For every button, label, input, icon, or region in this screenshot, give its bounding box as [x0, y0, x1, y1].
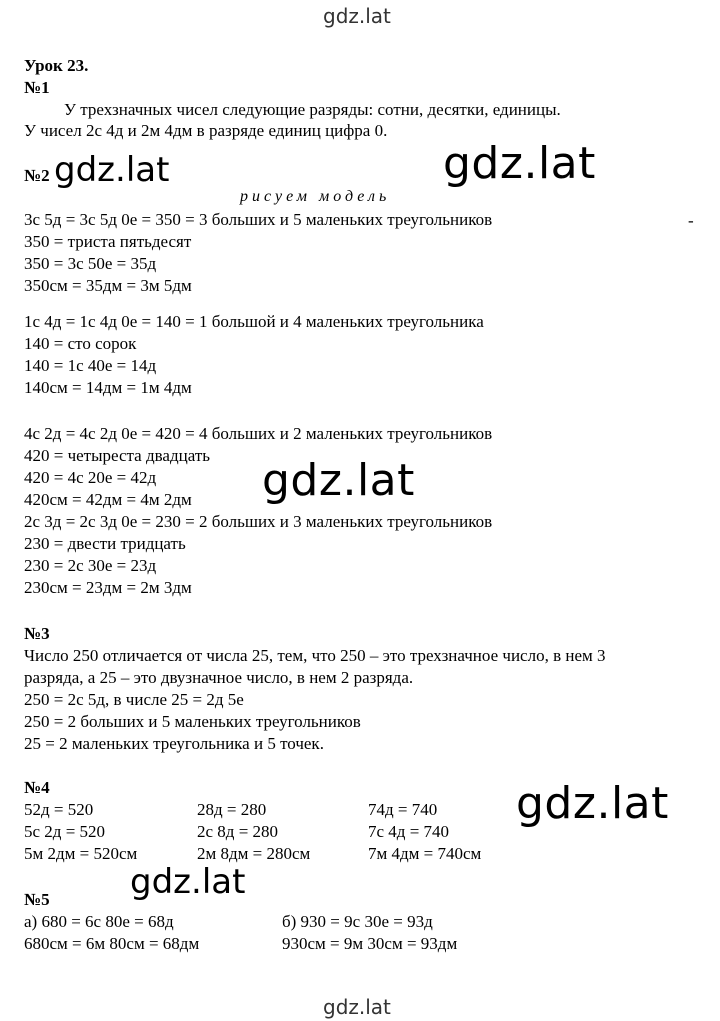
- task2-line: 420см = 42дм = 4м 2дм: [24, 490, 192, 509]
- task3-line: 25 = 2 маленьких треугольника и 5 точек.: [24, 734, 324, 753]
- task2-line: 420 = четыреста двадцать: [24, 446, 211, 465]
- task4-cell: 2с 8д = 280: [197, 822, 279, 841]
- watermark-large-1: gdz.lat: [443, 138, 596, 189]
- task3-line: Число 250 отличается от числа 25, тем, что 250 – это трехзначное число, в нем 3: [24, 646, 606, 665]
- task2-line: 140 = сто сорок: [24, 334, 137, 353]
- task1-line: У трехзначных чисел следующие разряды: сотни, десятки, единицы.: [64, 100, 561, 119]
- task2-number: №2: [24, 166, 50, 185]
- task2-subtitle: рисуем модель: [240, 188, 391, 205]
- task2-line: 2с 3д = 2с 3д 0е = 230 = 2 больших и 3 маленьких треугольников: [24, 512, 493, 531]
- task4-cell: 74д = 740: [368, 800, 438, 819]
- task4-number: №4: [24, 778, 50, 797]
- task2-line: 350 = 3с 50е = 35д: [24, 254, 157, 273]
- lesson-title: Урок 23.: [24, 56, 89, 75]
- task4-cell: 7с 4д = 740: [368, 822, 450, 841]
- task4-cell: 5с 2д = 520: [24, 822, 106, 841]
- task4-cell: 5м 2дм = 520см: [24, 844, 138, 863]
- task5-cell: а) 680 = 6с 80е = 68д: [24, 912, 174, 931]
- task2-line: 230см = 23дм = 2м 3дм: [24, 578, 192, 597]
- task4-cell: 7м 4дм = 740см: [368, 844, 482, 863]
- task3-line: разряда, а 25 – это двузначное число, в нем 2 разряда.: [24, 668, 414, 687]
- task2-line: 230 = двести тридцать: [24, 534, 186, 553]
- watermark-top: gdz.lat: [323, 4, 391, 28]
- task2-line: 350см = 35дм = 3м 5дм: [24, 276, 192, 295]
- task3-number: №3: [24, 624, 50, 643]
- task4-cell: 52д = 520: [24, 800, 94, 819]
- task2-line: 420 = 4с 20е = 42д: [24, 468, 157, 487]
- task2-line: 350 = триста пятьдесят: [24, 232, 192, 251]
- task4-cell: 2м 8дм = 280см: [197, 844, 311, 863]
- task5-number: №5: [24, 890, 50, 909]
- task3-line: 250 = 2с 5д, в числе 25 = 2д 5е: [24, 690, 244, 709]
- task2-line: 140 = 1с 40е = 14д: [24, 356, 157, 375]
- task3-line: 250 = 2 больших и 5 маленьких треугольников: [24, 712, 361, 731]
- task2-line: 4с 2д = 4с 2д 0е = 420 = 4 больших и 2 маленьких треугольников: [24, 424, 493, 443]
- watermark-large-3: gdz.lat: [516, 778, 669, 829]
- watermark-small-2: gdz.lat: [130, 862, 246, 902]
- task2-line: 1с 4д = 1с 4д 0е = 140 = 1 большой и 4 маленьких треугольника: [24, 312, 484, 331]
- task1-number: №1: [24, 78, 50, 97]
- task2-line: 230 = 2с 30е = 23д: [24, 556, 157, 575]
- task5-cell: 680см = 6м 80см = 68дм: [24, 934, 200, 953]
- task5-cell: б) 930 = 9с 30е = 93д: [282, 912, 433, 931]
- watermark-bottom: gdz.lat: [323, 995, 391, 1019]
- stray-mark: -: [688, 211, 694, 230]
- watermark-large-2: gdz.lat: [262, 455, 415, 506]
- task5-cell: 930см = 9м 30см = 93дм: [282, 934, 458, 953]
- task2-line: 3с 5д = 3с 5д 0е = 350 = 3 больших и 5 маленьких треугольников: [24, 210, 493, 229]
- task1-line: У чисел 2с 4д и 2м 4дм в разряде единиц цифра 0.: [24, 121, 388, 140]
- watermark-small-1: gdz.lat: [54, 150, 170, 190]
- task4-cell: 28д = 280: [197, 800, 267, 819]
- task2-line: 140см = 14дм = 1м 4дм: [24, 378, 192, 397]
